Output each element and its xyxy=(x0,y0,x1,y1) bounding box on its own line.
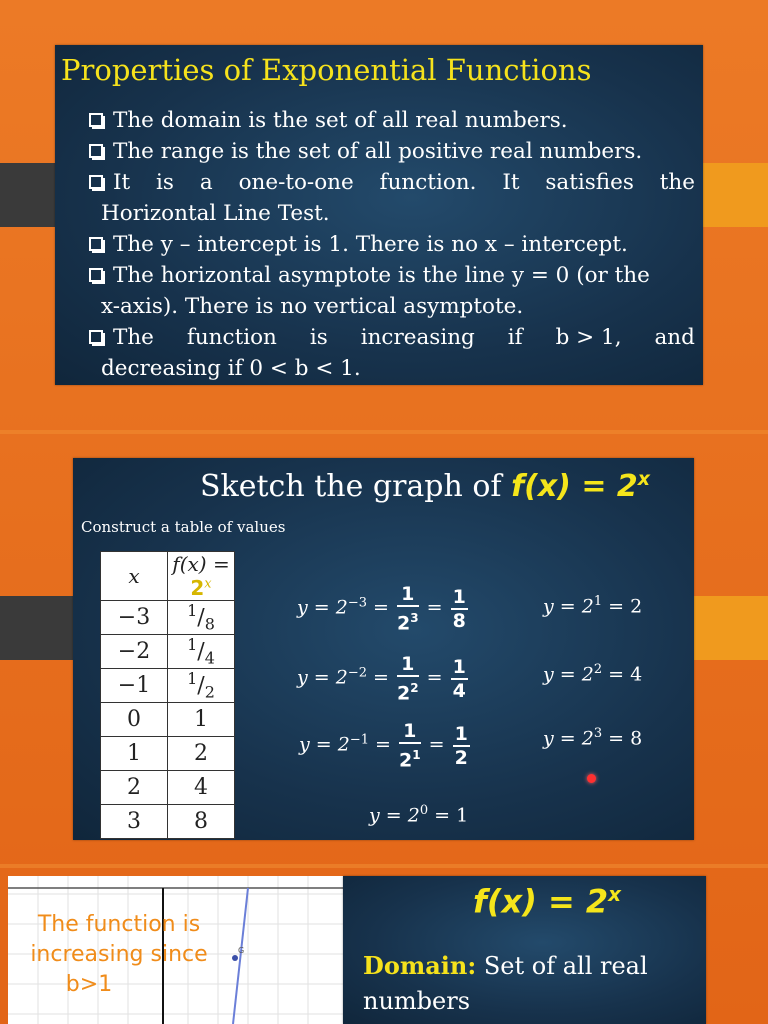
table-row: −1 $^1/_2$ xyxy=(101,669,235,703)
justified-line: It is a one-to-one function. It satisfies the xyxy=(113,170,695,195)
slide-title: Properties of Exponential Functions xyxy=(61,53,592,87)
table-header-row xyxy=(101,552,235,601)
orange-strip-right-1 xyxy=(703,163,768,227)
function-title: $f(x) = 2^x$ xyxy=(473,882,622,921)
checkbox-bullet-icon xyxy=(89,144,103,158)
checkbox-bullet-icon xyxy=(89,237,103,251)
list-item: It is a one-to-one function. It satisfies the Horizontal Line Test. xyxy=(89,167,695,229)
band-divider-2 xyxy=(0,864,768,868)
slide-sketch-graph xyxy=(73,458,694,840)
table-caption: Construct a table of values xyxy=(81,518,286,536)
table-row: 2 4 xyxy=(101,771,235,805)
dark-strip-left-1 xyxy=(0,163,55,227)
properties-list xyxy=(89,105,695,384)
table-row: 3 8 xyxy=(101,805,235,839)
list-item: The y – intercept is 1. There is no x – intercept. xyxy=(89,229,695,260)
list-item: The range is the set of all positive real numbers. xyxy=(89,136,695,167)
graph-annotation: The function is increasing since b>1 xyxy=(30,912,208,997)
slide-title: Sketch the graph of $f(x) = 2^x$ xyxy=(200,468,651,504)
equation-neg2: $y = 2^{-2}$ = $\frac{1}{2^2}$ = $\frac{1}{4}$ xyxy=(297,653,466,705)
equation-pos1: $y = 2^1 = 2$ xyxy=(543,594,643,618)
domain-text: Domain: Set of all real numbers xyxy=(363,951,648,1015)
laser-pointer-dot-icon xyxy=(587,774,596,783)
equation-neg1: $y = 2^{-1}$ = $\frac{1}{2^1}$ = $\frac{1}{2}$ xyxy=(299,720,468,772)
values-table xyxy=(100,551,235,839)
graph-point-label: G xyxy=(238,946,245,955)
checkbox-bullet-icon xyxy=(89,113,103,127)
header-x: x xyxy=(101,552,168,601)
table-row: −3 $^1/_8$ xyxy=(101,601,235,635)
list-item: The domain is the set of all real numbers. xyxy=(89,105,695,136)
table-row: 0 1 xyxy=(101,703,235,737)
header-fx: $f(x) = 2^x$ xyxy=(168,552,235,601)
checkbox-bullet-icon xyxy=(89,175,103,189)
slide-properties xyxy=(55,45,703,385)
table-row: 1 2 xyxy=(101,737,235,771)
slide-domain xyxy=(343,876,706,1024)
table-row: −2 $^1/_4$ xyxy=(101,635,235,669)
equation-zero: $y = 2^0 = 1$ xyxy=(369,803,469,827)
equation-pos3: $y = 2^3 = 8$ xyxy=(543,726,643,750)
band-divider-1 xyxy=(0,430,768,434)
justified-line: The function is increasing if b > 1, and xyxy=(113,325,695,350)
list-item: The horizontal asymptote is the line y = 0 (or the x-axis). There is no vertical asymptote. xyxy=(89,260,695,322)
dark-strip-left-2 xyxy=(0,596,73,660)
checkbox-bullet-icon xyxy=(89,268,103,282)
graph-point xyxy=(232,955,238,961)
graph-panel xyxy=(8,876,343,1024)
checkbox-bullet-icon xyxy=(89,330,103,344)
equation-neg3: $y = 2^{-3}$ = $\frac{1}{2^3}$ = $\frac{1}{8}$ xyxy=(297,583,466,635)
list-item: The function is increasing if b > 1, and decreasing if 0 < b < 1. xyxy=(89,322,695,384)
orange-strip-right-2 xyxy=(694,596,768,660)
equation-pos2: $y = 2^2 = 4$ xyxy=(543,662,643,686)
